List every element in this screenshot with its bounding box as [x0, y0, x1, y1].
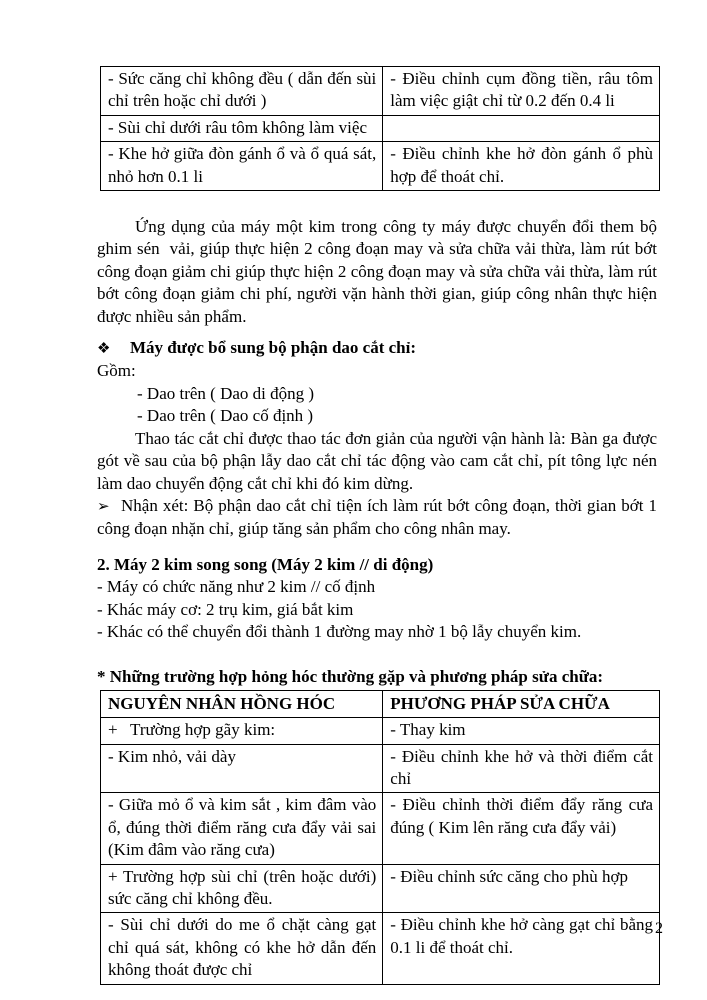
- fault-cell: - Sùi chỉ dưới do me ổ chặt càng gạt chỉ quá sát, không có khe hở dẫn đến không thoát được chỉ: [101, 913, 383, 984]
- fault-cell: - Sùi chỉ dưới râu tôm không làm việc: [101, 115, 383, 141]
- fix-cell: - Điều chỉnh khe hở và thời điểm cắt chỉ: [383, 744, 660, 793]
- table-row: [101, 67, 660, 116]
- list-item: - Dao trên ( Dao di động ): [137, 383, 315, 403]
- list-item: - Khác máy cơ: 2 trụ kim, giá bắt kim: [97, 599, 354, 619]
- fix-cell: [383, 115, 660, 141]
- knife-section-heading: [97, 337, 657, 360]
- list-item: - Máy có chức năng như 2 kim // cố định: [97, 577, 376, 597]
- note-text: Nhận xét: Bộ phận dao cắt chỉ tiện ích làm rút bớt công đoạn, thời gian bớt 1 công đoạn nhặn chỉ, giúp tăng sản phẩm cho công nhân may.: [97, 495, 657, 539]
- table-row: [101, 744, 660, 793]
- knife-section-title: Máy được bổ sung bộ phận dao cắt chỉ:: [130, 338, 417, 358]
- fault-cell: - Giữa mỏ ổ và kim sắt , kim đâm vào ổ, đúng thời điểm răng cưa đẩy vải sai (Kim đâm vào răng cưa): [101, 793, 383, 864]
- knife-parts-list: [137, 383, 657, 428]
- fault-cell: + Trường hợp gãy kim:: [101, 718, 383, 744]
- column-header-fix: PHƯƠNG PHÁP SỬA CHỮA: [383, 690, 660, 717]
- table-row: [101, 864, 660, 913]
- fix-cell: - Điều chỉnh khe hở đòn gánh ổ phù hợp để thoát chỉ.: [383, 142, 660, 191]
- fix-cell: - Thay kim: [383, 718, 660, 744]
- list-item: - Dao trên ( Dao cố định ): [137, 406, 314, 426]
- table-row: [101, 718, 660, 744]
- knife-operation-paragraph: Thao tác cắt chỉ được thao tác đơn giản của người vận hành là: Bàn ga được gót về sau của bộ phận lẫy dao cắt chỉ tác động vào cam cắt chỉ, pít tông lực nén làm dao chuyển động cắt chỉ khi đó kim dừng.: [97, 428, 657, 493]
- fault-cell: - Sức căng chỉ không đều ( dẫn đến sùi chỉ trên hoặc chỉ dưới ): [101, 67, 383, 116]
- list-item: - Khác có thể chuyển đổi thành 1 đường may nhờ 1 bộ lẫy chuyển kim.: [97, 621, 582, 641]
- fix-cell: - Điều chỉnh sức căng cho phù hợp: [383, 864, 660, 913]
- application-paragraph: Ứng dụng của máy một kim trong công ty máy được chuyển đổi them bộ ghim sén vải, giúp thực hiện 2 công đoạn may và sửa chữa vải thừa, làm rút bớt công đoạn giảm chi giúp thực hiện 2 công đoạn may và sửa chữa vải thừa, làm rút bớt công đoạn giảm chi phí, người vặn hành thời gian, giúp công nhân thực hiện được nhiều sản phẩm.: [97, 217, 657, 326]
- table-row: [101, 142, 660, 191]
- table-row: [101, 913, 660, 984]
- table-header-row: [101, 690, 660, 717]
- fix-cell: - Điều chỉnh cụm đồng tiền, râu tôm làm việc giật chỉ từ 0.2 đến 0.4 li: [383, 67, 660, 116]
- diamond-bullet-icon: ❖: [97, 341, 111, 358]
- fault-cell: - Khe hở giữa đòn gánh ổ và ổ quá sát, nhỏ hơn 0.1 li: [101, 142, 383, 191]
- table-row: [101, 793, 660, 864]
- fault-cell: + Trường hợp sùi chỉ (trên hoặc dưới) sức căng chỉ không đều.: [101, 864, 383, 913]
- fix-cell: - Điều chỉnh khe hở càng gạt chỉ bằng 0.1 li để thoát chỉ.: [383, 913, 660, 984]
- includes-label: Gồm:: [97, 361, 136, 381]
- troubleshooting-table-heading: * Những trường hợp hỏng hóc thường gặp và phương pháp sửa chữa:: [97, 667, 604, 687]
- fix-cell: - Điều chỉnh thời điểm đẩy răng cưa đúng ( Kim lên răng cưa đẩy vải): [383, 793, 660, 864]
- page-number: 2: [655, 920, 663, 937]
- table-row: [101, 115, 660, 141]
- fault-cell: - Kim nhỏ, vải dày: [101, 744, 383, 793]
- arrow-bullet-icon: ➢: [97, 498, 110, 515]
- column-header-cause: NGUYÊN NHÂN HỒNG HÓC: [101, 690, 383, 717]
- section2-title: 2. Máy 2 kim song song (Máy 2 kim // di động): [97, 554, 434, 574]
- note-paragraph: [97, 495, 657, 541]
- troubleshooting-table: [100, 690, 660, 985]
- fault-fix-table-top: [100, 66, 660, 191]
